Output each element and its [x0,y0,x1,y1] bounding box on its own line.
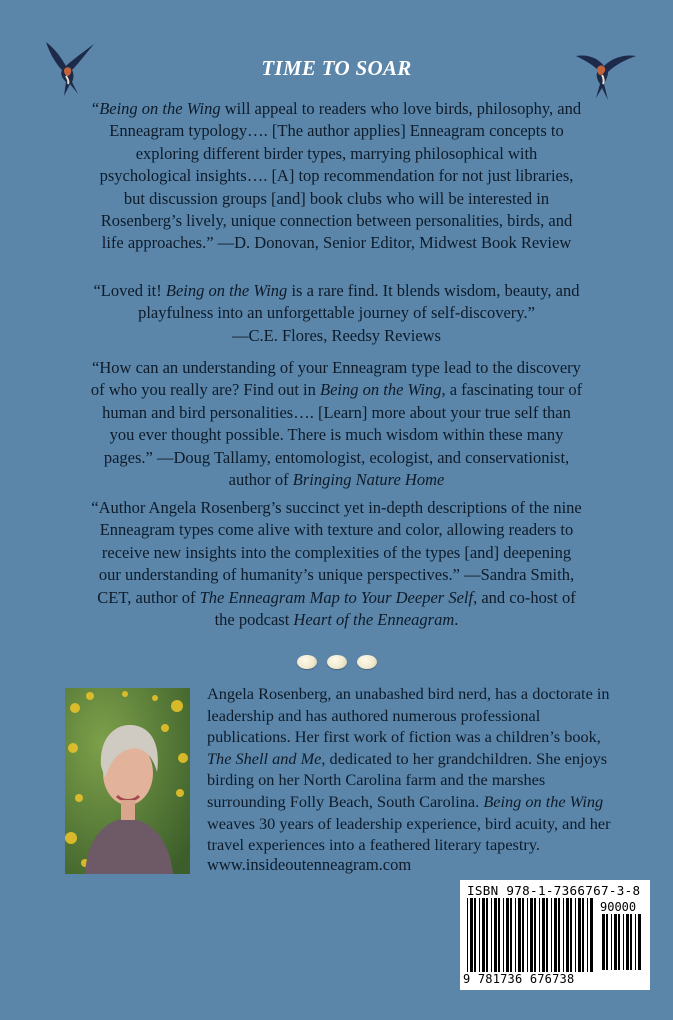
egg-icon [327,655,347,669]
ean-digits: 9 781736 676738 [463,972,575,986]
bio-text: , dedicated to her grandchildren. She enjoys birding on her North Carolina farm and the marshes surrounding Folly Beach, South Carolina. [207,748,608,811]
barcode-bar [563,898,564,972]
barcode-bar [623,914,624,970]
barcode-bar [570,898,572,972]
quote-text: “Author Angela Rosenberg’s succinct yet in-depth descriptions of the nine Enneagram types come alive with texture and color, allowing readers to receive new insights into the complexities of the types [and] deepening our understanding of humanity’s unique perspectives.” —Sandra Smith, CET, author of [91,498,582,607]
book-title: Being on the Wing [483,791,604,811]
barcode-bar [486,898,488,972]
barcode-bar [527,898,528,972]
barcode-bar [614,914,617,970]
barcode-bar [602,914,605,970]
website-link[interactable]: www.insideoutenneagram.com [207,855,412,874]
barcode-bar [578,898,581,972]
author-book-title: Bringing Nature Home [292,470,445,490]
author-book-title: The Enneagram Map to Your Deeper Self [199,587,474,607]
barcode-bar [630,914,632,970]
quote-text: , and co-host of the podcast [214,587,576,630]
barcode-bar [494,898,497,972]
barcode-bar [530,898,533,972]
quote-text: “How can an understanding of your Enneagram type lead to the discovery of who you really are? Find out in [90,358,581,400]
section-title: TIME TO SOAR [261,56,412,80]
barcode-bar [554,898,557,972]
quote-text: is a rare find. It blends wisdom, beauty, and playfulness into an unforgettable journey of self-discovery.” [138,281,580,323]
quote-text: . [454,610,459,630]
barcode-bar [539,898,540,972]
open-quote: “ [91,99,100,118]
barcode-bar [558,898,560,972]
book-title: Being on the Wing [165,281,288,300]
barcode-addon-bars [602,914,644,970]
bio-text: weaves 30 years of leadership experience, bird acuity, and her travel experiences into a feathered literary tapestry. [207,813,611,855]
egg-icon [297,655,317,669]
quote-text: “Loved it! [93,281,166,300]
barcode-bar [582,898,584,972]
barcode-bar [515,898,516,972]
podcast-title: Heart of the Enneagram [293,610,455,630]
barcode-bar [566,898,569,972]
barcode-bar [498,898,500,972]
review-quote-smith [90,497,583,631]
barcode-bar [618,914,620,970]
quote-text: will appeal to readers who love birds, philosophy, and Enneagram typology…. [The author applies] Enneagram concepts to exploring different birder types, marrying philosophical with psychological insights…. [A] top recommendation for not just libraries, but discussion groups [and] book clubs who will be interested in Rosenberg’s lively, unique connection between personalities, birds, and life approaches.” —D. Donovan, Senior Editor, Midwest Book Review [99,99,582,253]
barcode-bar [479,898,480,972]
quote-attribution: —C.E. Flores, Reedsy Reviews [232,325,441,345]
barcode-bar [474,898,476,972]
price-code: 90000 [600,900,637,914]
author-bio [207,683,627,856]
barcode-bar [606,914,608,970]
isbn-barcode [460,880,650,990]
isbn-label: ISBN 978-1-7366767-3-8 [467,883,641,898]
barcode-bar [522,898,524,972]
barcode-bar [575,898,576,972]
author-photo [65,688,190,874]
barcode-bar [482,898,485,972]
review-quote-tallamy [90,357,583,491]
barcode-bar [587,898,588,972]
barcode-bar [510,898,512,972]
barcode-bars [467,898,595,972]
review-quote-midwest [90,98,583,255]
barcode-bar [635,914,636,970]
review-quote-reedsy [90,280,583,347]
book-title: Being on the Wing [99,99,221,118]
barcode-bar [491,898,492,972]
barcode-bar [518,898,521,972]
barcode-bar [546,898,548,972]
barcode-bar [638,914,641,970]
barcode-bar [534,898,536,972]
egg-icon [357,655,377,669]
barcode-bar [551,898,552,972]
quote-text: , a fascinating tour of human and bird personalities…. [Learn] more about your true self than you ever thought possible. There is much wisdom within these many pages.” —Doug Tallamy, entomologist, ecologist, and conservationist, author of [102,380,583,490]
bio-text: Angela Rosenberg, an unabashed bird nerd, has a doctorate in leadership and has authored numerous professional publications. Her first work of fiction was a children’s book, [207,684,610,747]
barcode-bar [590,898,593,972]
barcode-bar [542,898,545,972]
barcode-bar [503,898,504,972]
book-title: The Shell and Me [207,748,322,768]
egg-divider [0,655,673,669]
book-title: Being on the Wing [320,380,442,400]
barcode-bar [506,898,509,972]
barcode-bar [626,914,629,970]
barcode-bar [467,898,468,972]
barcode-bar [611,914,612,970]
barcode-bar [470,898,473,972]
